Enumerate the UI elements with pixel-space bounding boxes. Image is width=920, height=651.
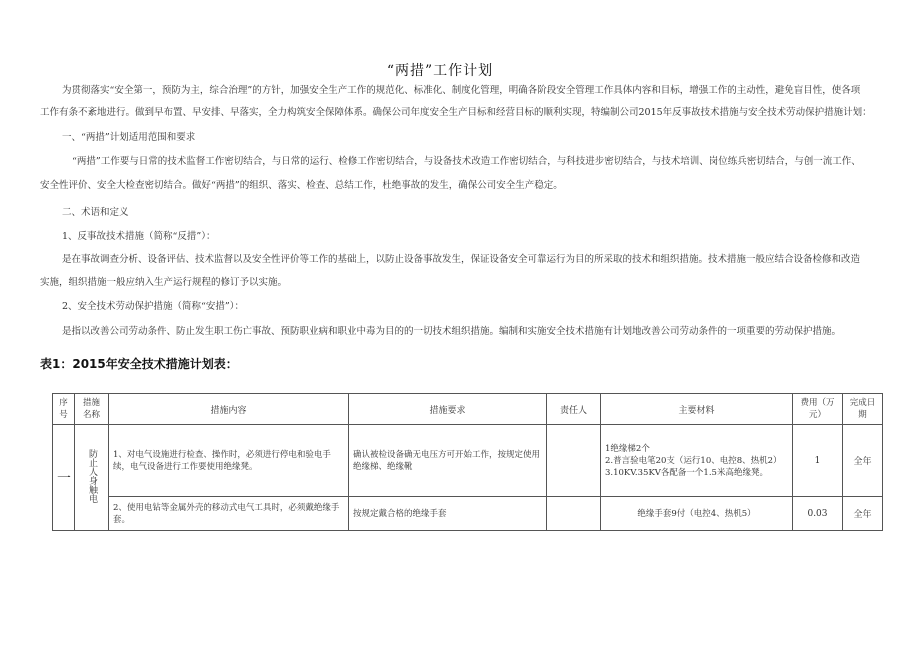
table-row bbox=[53, 425, 883, 497]
row1-deadline: 全年 bbox=[843, 425, 883, 497]
definition1-text-line2: 实施，组织措施一般应纳入生产运行规程的修订予以实施。 bbox=[40, 277, 288, 288]
definition2-heading: 2、安全技术劳动保护措施（简称“安措”）： bbox=[62, 301, 245, 312]
row1-material-item: 3.10KV.35KV各配备一个1.5米高绝缘凳。 bbox=[605, 467, 768, 478]
row2-deadline: 全年 bbox=[843, 497, 883, 531]
header-category: 措施名称 bbox=[75, 394, 109, 425]
table-header-row bbox=[53, 394, 883, 425]
header-content: 措施内容 bbox=[109, 394, 349, 425]
group-number: 一 bbox=[53, 425, 75, 531]
row2-requirement: 按规定戴合格的绝缘手套 bbox=[349, 497, 547, 531]
row1-material-item: 1绝缘梯2个 bbox=[605, 443, 650, 454]
row1-requirement: 确认被检设备确无电压方可开始工作，按规定使用绝缘梯、绝缘靴 bbox=[349, 425, 547, 497]
definition2-text-line1: 是指以改善公司劳动条件、防止发生职工伤亡事故、预防职业病和职业中毒为目的的一切技术组织措施。编制和实施安全技术措施有计划地改善公司劳动条件的一项重要的劳动保护措施。 bbox=[62, 326, 842, 337]
row2-content: 2、使用电钻等金属外壳的移动式电气工具时，必须戴绝缘手套。 bbox=[109, 497, 349, 531]
safety-measures-table bbox=[52, 393, 883, 531]
group-category-label: 防止人身触电 bbox=[87, 449, 97, 503]
header-materials: 主要材料 bbox=[601, 394, 793, 425]
row1-materials bbox=[601, 425, 793, 497]
row2-owner bbox=[547, 497, 601, 531]
section2-heading: 二、术语和定义 bbox=[62, 207, 129, 218]
header-cost: 费用（万元） bbox=[793, 394, 843, 425]
group-category-cell bbox=[75, 425, 109, 531]
header-owner: 责任人 bbox=[547, 394, 601, 425]
table-row bbox=[53, 497, 883, 531]
document-title: “两措”工作计划 bbox=[386, 63, 494, 79]
row1-cost: 1 bbox=[793, 425, 843, 497]
definition1-text-line1: 是在事故调查分析、设备评估、技术监督以及安全性评价等工作的基础上，以防止设备事故发生，保证设备安全可靠运行为目的所采取的技术和组织措施。技术措施一般应结合设备检修和改造 bbox=[62, 254, 861, 265]
row2-cost: 0.03 bbox=[793, 497, 843, 531]
section1-text-line1: “两措”工作要与日常的技术监督工作密切结合，与日常的运行、检修工作密切结合，与设备技术改造工作密切结合，与科技进步密切结合，与技术培训、岗位练兵密切结合，与创一流工作、 bbox=[72, 156, 861, 167]
header-requirement: 措施要求 bbox=[349, 394, 547, 425]
section1-heading: 一、“两措”计划适用范围和要求 bbox=[62, 132, 196, 143]
row1-owner bbox=[547, 425, 601, 497]
definition1-heading: 1、反事故技术措施（简称“反措”）： bbox=[62, 231, 216, 242]
row2-materials: 绝缘手套9付（电控4、热机5） bbox=[601, 497, 793, 531]
header-deadline: 完成日期 bbox=[843, 394, 883, 425]
header-no: 序号 bbox=[53, 394, 75, 425]
intro-paragraph-line2: 工作有条不紊地进行。做到早布置、早安排、早落实，全力构筑安全保障体系。确保公司年度安全生产目标和经营目标的顺利实现，特编制公司2015年反事故技术措施与安全技术劳动保护措施计划： bbox=[40, 107, 872, 118]
row1-content: 1、对电气设施进行检查、操作时，必须进行停电和验电手续，电气设备进行工作要使用绝缘凳。 bbox=[109, 425, 349, 497]
row1-material-item: 2.普言验电笔20支（运行10、电控8、热机2） bbox=[605, 455, 782, 466]
table-caption: 表1：2015年安全技术措施计划表： bbox=[40, 357, 238, 371]
section1-text-line2: 安全性评价、安全大检查密切结合。做好“两措”的组织、落实、检查、总结工作，杜绝事故的发生，确保公司安全生产稳定。 bbox=[40, 180, 563, 191]
intro-paragraph-line1: 为贯彻落实“安全第一，预防为主，综合治理”的方针，加强安全生产工作的规范化、标准化、制度化管理，明确各阶段安全管理工作具体内容和目标，增强工作的主动性，避免盲目性，使各项 bbox=[62, 85, 861, 96]
